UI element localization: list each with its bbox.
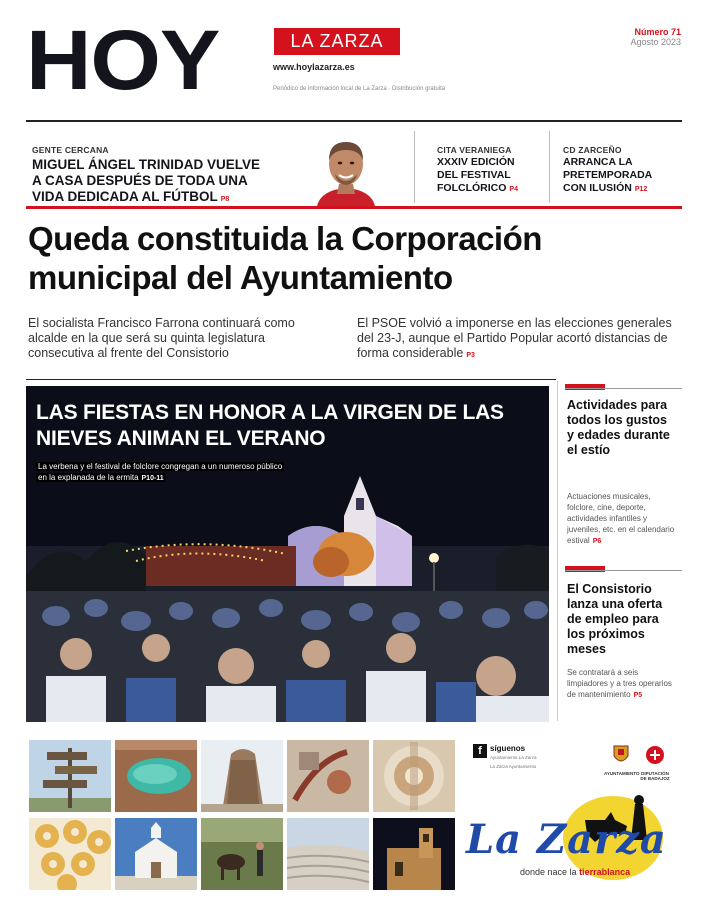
site-url-link[interactable]: www.hoylazarza.es: [273, 62, 355, 72]
page-reference: P5: [633, 692, 643, 699]
teaser-headline-link[interactable]: [32, 157, 272, 208]
teaser-headline-text: XXXIV EDICIÓN DEL FESTIVAL FOLCLÓRICO: [437, 156, 515, 194]
deck-text: [357, 316, 677, 363]
portrait-photo: [313, 130, 379, 206]
feature-subtitle-line: en la explanada de la ermita P10-11: [38, 473, 164, 482]
teaser-headline-link[interactable]: [437, 156, 537, 196]
sidebar-body: Actuaciones musicales, folclore, cine, deporte, actividades infantiles y juveniles, etc. en el calendario estival P6: [567, 492, 675, 545]
deck-text-body: El PSOE volvió a imponerse en las elecciones generales del 23-J, aunque el Partido Popular acortó distancias de forma considerable: [357, 316, 672, 360]
teaser-divider: [549, 131, 550, 203]
page-reference: P12: [634, 186, 648, 193]
issue-date: Agosto 2023: [630, 37, 681, 47]
diputacion-label: DIPUTACIÓN DE BADAJOZ: [640, 771, 670, 781]
page-reference: P8: [220, 196, 230, 203]
teaser-headline-text: MIGUEL ÁNGEL TRINIDAD VUELVE A CASA DESPUÉS DE TODA UNA VIDA DEDICADA AL FÚTBOL: [32, 157, 261, 204]
teaser-headline-link[interactable]: [563, 156, 673, 196]
brand-tagline: donde nace la tierrablanca: [520, 867, 631, 877]
sidebar-body: Se contratará a seis limpiadores y a tres operarios de mantenimiento P5: [567, 668, 672, 699]
page-reference: P4: [509, 186, 518, 193]
deck-text: El socialista Francisco Farrona continuará como alcalde en la que será su quinta legislatura consecutiva al frente del Consistorio: [28, 316, 295, 360]
thumbnail-horseman[interactable]: [201, 818, 283, 890]
thumbnail-signpost[interactable]: [29, 740, 111, 812]
thumbnail-dome[interactable]: [373, 740, 455, 812]
teaser-divider-red: [26, 206, 682, 209]
social-label: síguenos Ayuntamiento La Zarza La Zarza Ayuntamiento: [490, 744, 537, 769]
teaser-kicker: GENTE CERCANA: [32, 145, 109, 155]
thumbnail-terraces[interactable]: [287, 818, 369, 890]
social-follow[interactable]: [473, 744, 536, 771]
sidebar-accent-bar: [565, 384, 605, 390]
sidebar-rule: [565, 388, 682, 389]
page-reference: P10-11: [141, 475, 164, 482]
issue-info: [630, 27, 681, 47]
brand-logo-text[interactable]: La Zarza: [466, 816, 667, 863]
town-crest: [604, 744, 638, 776]
page-reference: P3: [466, 352, 475, 359]
edition-badge: LA ZARZA: [274, 28, 400, 55]
thumbnail-lagoon[interactable]: [115, 740, 197, 812]
masthead-logo[interactable]: HOY: [26, 13, 220, 107]
facebook-icon[interactable]: f: [473, 744, 487, 758]
diputacion-icon: [638, 744, 672, 766]
diputacion-logo: [638, 744, 672, 781]
crest-label: AYUNTAMIENTO: [604, 771, 640, 776]
issue-number: Número 71: [634, 27, 681, 37]
teaser-headline-text: ARRANCA LA PRETEMPORADA CON ILUSIÓN: [563, 156, 652, 194]
teaser-divider: [414, 131, 415, 203]
page-reference: P6: [592, 538, 602, 545]
sidebar-headline-link[interactable]: El Consistorio lanza una oferta de empleo para los próximos meses: [567, 582, 663, 656]
crest-icon: [604, 744, 638, 766]
masthead-tagline: Periódico de información local de La Zarza · Distribución gratuita: [273, 86, 446, 92]
sidebar-rule: [565, 570, 682, 571]
feature-headline[interactable]: LAS FIESTAS EN HONOR A LA VIRGEN DE LAS NIEVES ANIMAN EL VERANO: [36, 401, 504, 450]
section-divider: [26, 379, 556, 380]
feature-subtitle: [36, 461, 396, 484]
sidebar-divider: [557, 381, 558, 721]
feature-subtitle-line: La verbena y el festival de folclore congregan a un numeroso público: [38, 462, 283, 471]
thumbnail-church-night[interactable]: [373, 818, 455, 890]
thumbnail-mural[interactable]: [287, 740, 369, 812]
masthead-divider: [26, 120, 682, 122]
thumbnail-monument[interactable]: [201, 740, 283, 812]
teaser-kicker: CITA VERANIEGA: [437, 145, 512, 155]
thumbnail-pastries[interactable]: [29, 818, 111, 890]
thumbnail-chapel[interactable]: [115, 818, 197, 890]
sidebar-headline-link[interactable]: Actividades para todos los gustos y edades durante el estío: [567, 398, 670, 457]
main-headline[interactable]: Queda constituida la Corporación municipal del Ayuntamiento: [28, 220, 542, 296]
sidebar-accent-bar: [565, 566, 605, 572]
teaser-kicker: CD ZARCEÑO: [563, 145, 622, 155]
